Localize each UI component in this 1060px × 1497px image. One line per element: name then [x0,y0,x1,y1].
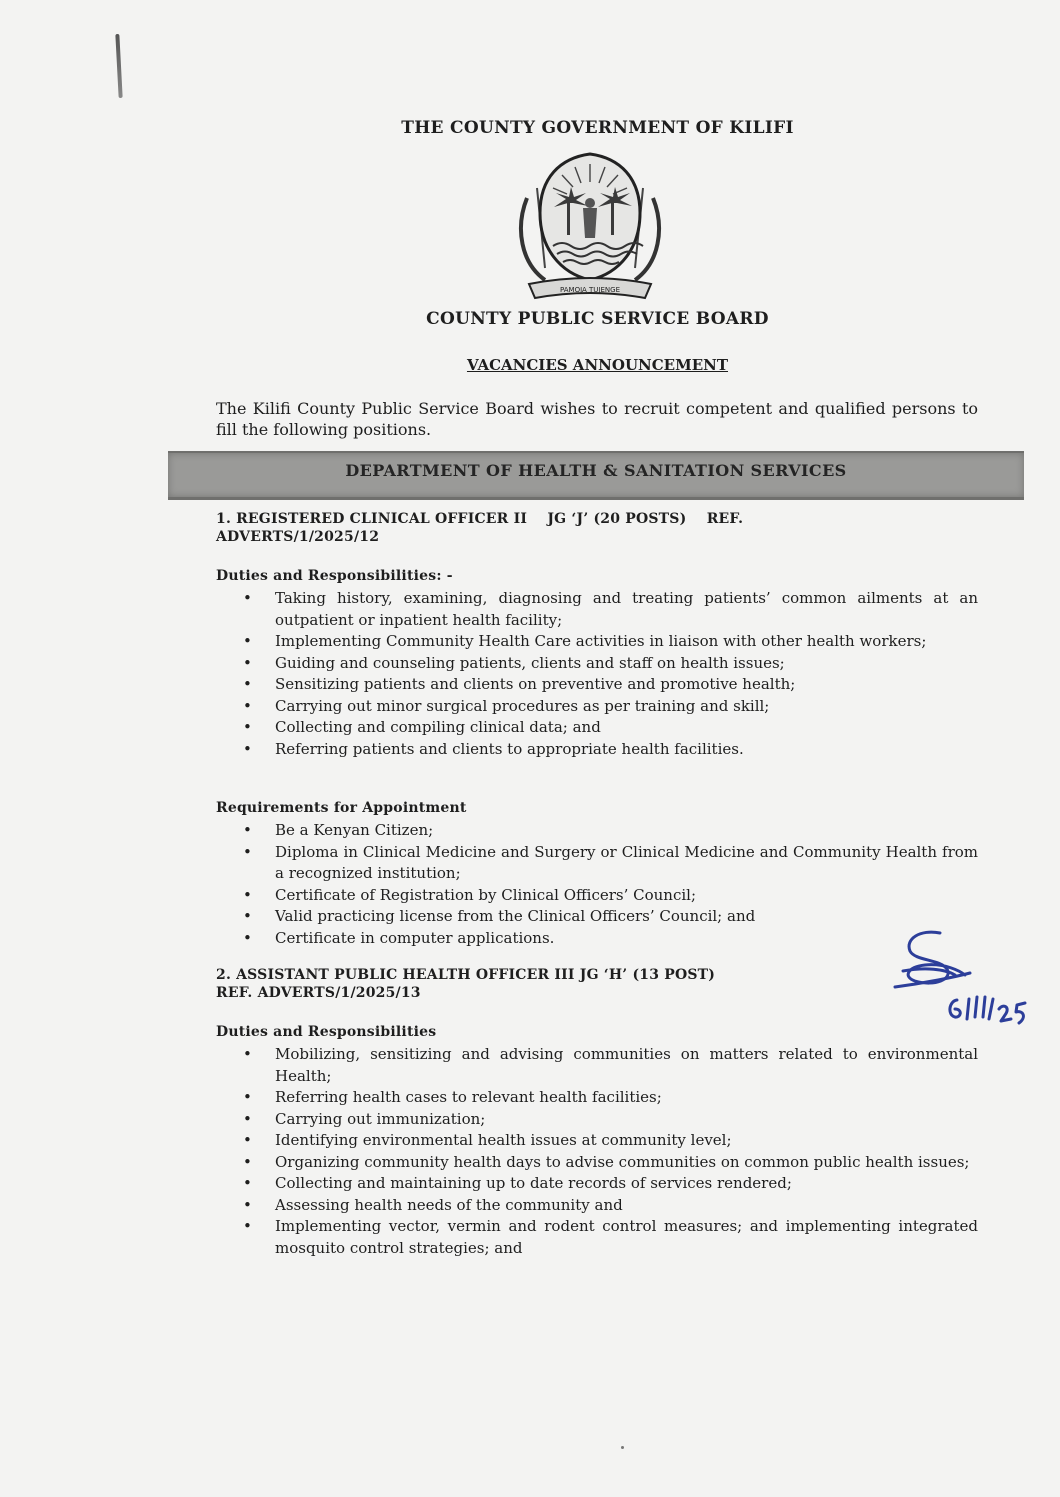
list-item: • Implementing Community Health Care activities in liaison with other health workers; [240,631,978,653]
post-1-requirements-heading: Requirements for Appointment [216,800,467,816]
crest-motto: PAMOJA TUJENGE [559,286,621,294]
post-2-duties-list [240,1044,978,1259]
county-crest-logo [515,148,665,303]
department-banner [168,451,1024,500]
post-1-duties-heading: Duties and Responsibilities: - [216,568,453,584]
post-2-heading [216,966,856,1002]
list-item: • Taking history, examining, diagnosing and treating patients’ common ailments at an outpatient or inpatient health facility; [240,588,978,631]
list-item: • Assessing health needs of the community and [240,1195,978,1217]
post-2-duties-heading: Duties and Responsibilities [216,1024,437,1040]
list-item: • Collecting and maintaining up to date records of services rendered; [240,1173,978,1195]
intro-paragraph: The Kilifi County Public Service Board wishes to recruit competent and qualified persons to fill the following positions. [216,399,978,439]
post-1-heading [216,510,856,546]
post-2-reference: REF. ADVERTS/1/2025/13 [216,985,421,1001]
list-item: • Certificate of Registration by Clinical Officers’ Council; [240,885,978,907]
post-1-reference: ADVERTS/1/2025/12 [216,529,380,545]
list-item: • Referring health cases to relevant health facilities; [240,1087,978,1109]
department-name: DEPARTMENT OF HEALTH & SANITATION SERVICES [345,461,847,480]
scan-mark [115,34,122,98]
post-2-title: 2. ASSISTANT PUBLIC HEALTH OFFICER III JG ‘H’ (13 POST) [216,967,716,983]
list-item: • Be a Kenyan Citizen; [240,820,978,842]
list-item: • Carrying out minor surgical procedures as per training and skill; [240,696,978,718]
handwritten-signature [885,925,1040,1035]
county-title: THE COUNTY GOVERNMENT OF KILIFI [401,118,794,138]
post-1-title: 1. REGISTERED CLINICAL OFFICER II JG ‘J’ (20 POSTS) REF. [216,511,744,527]
list-item: • Valid practicing license from the Clinical Officers’ Council; and [240,906,978,928]
post-1-requirements-list [240,820,978,949]
scan-speck [621,1446,624,1449]
list-item: • Implementing vector, vermin and rodent control measures; and implementing integrated mosquito control strategies; and [240,1216,978,1259]
signature-date: 6/11/25 [885,925,889,926]
announcement-title: VACANCIES ANNOUNCEMENT [466,356,729,374]
list-item: • Collecting and compiling clinical data; and [240,717,978,739]
list-item: • Organizing community health days to advise communities on common public health issues; [240,1152,978,1174]
list-item: • Identifying environmental health issues at community level; [240,1130,978,1152]
list-item: • Guiding and counseling patients, clients and staff on health issues; [240,653,978,675]
list-item: • Carrying out immunization; [240,1109,978,1131]
post-1-duties-list [240,588,978,760]
board-title: COUNTY PUBLIC SERVICE BOARD [426,309,769,329]
list-item: • Referring patients and clients to appropriate health facilities. [240,739,978,761]
list-item: • Certificate in computer applications. [240,928,978,950]
list-item: • Sensitizing patients and clients on preventive and promotive health; [240,674,978,696]
list-item: • Mobilizing, sensitizing and advising communities on matters related to environmental Health; [240,1044,978,1087]
list-item: • Diploma in Clinical Medicine and Surgery or Clinical Medicine and Community Health from a recognized institution; [240,842,978,885]
